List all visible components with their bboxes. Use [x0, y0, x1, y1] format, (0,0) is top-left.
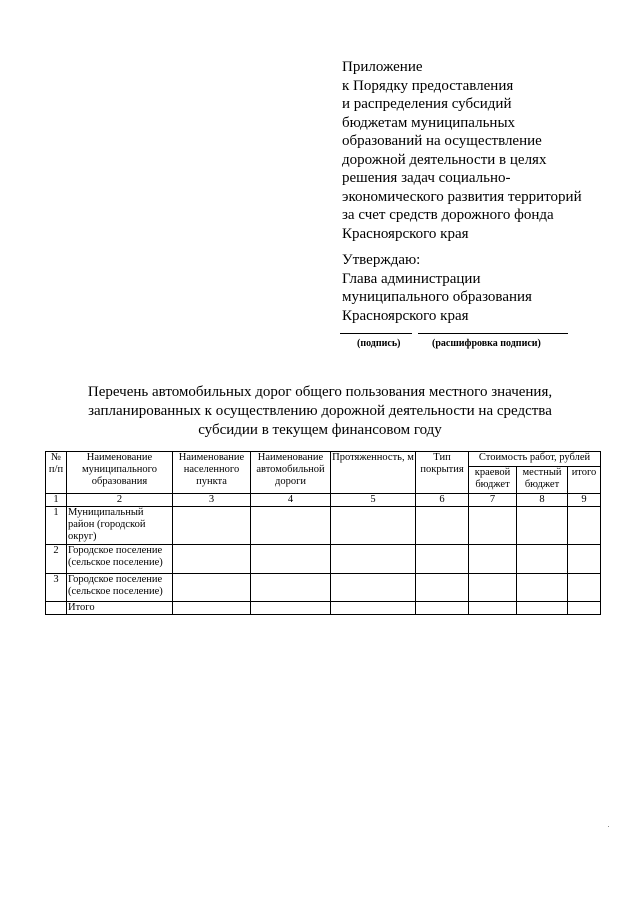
header-total: итого — [568, 467, 601, 494]
row-number — [46, 602, 67, 615]
table-cell — [469, 545, 517, 574]
row-name: Муниципальный район (городской округ) — [67, 507, 173, 545]
table-row — [46, 574, 601, 602]
table-cell — [568, 602, 601, 615]
table-cell — [173, 602, 251, 615]
table-cell — [568, 574, 601, 602]
table-cell — [331, 574, 416, 602]
table-cell — [416, 574, 469, 602]
table-cell — [251, 574, 331, 602]
row-number: 1 — [46, 507, 67, 545]
annex-line: к Порядку предоставления — [342, 77, 514, 94]
annex-line: Красноярского края — [342, 225, 469, 242]
table-cell — [173, 574, 251, 602]
table-cell — [251, 602, 331, 615]
header-cost-group: Стоимость работ, рублей — [469, 452, 601, 467]
table-cell — [331, 507, 416, 545]
column-number: 2 — [67, 494, 173, 507]
document-title — [60, 383, 580, 440]
table-cell — [416, 545, 469, 574]
title-line: субсидии в текущем финансовом году — [198, 422, 442, 438]
column-number: 6 — [416, 494, 469, 507]
table-row — [46, 545, 601, 574]
header-regional: краевой бюджет — [469, 467, 517, 494]
approval-block — [342, 251, 612, 325]
row-name: Итого — [67, 602, 173, 615]
table-cell — [331, 602, 416, 615]
header-municipality: Наименование муниципального образования — [67, 452, 173, 494]
annex-block — [342, 58, 612, 243]
table-cell — [568, 545, 601, 574]
table-cell — [517, 574, 568, 602]
table-cell — [517, 507, 568, 545]
column-number: 8 — [517, 494, 568, 507]
column-number: 5 — [331, 494, 416, 507]
column-number: 3 — [173, 494, 251, 507]
table-cell — [469, 574, 517, 602]
annex-line: решения задач социально- — [342, 170, 511, 186]
table-row-total — [46, 602, 601, 615]
table-cell — [331, 545, 416, 574]
annex-line: дорожной деятельности в целях — [342, 151, 547, 168]
scan-speck — [608, 826, 609, 827]
table-cell — [517, 602, 568, 615]
decryption-line — [418, 333, 568, 334]
row-name: Городское поселение (сельское поселение) — [67, 574, 173, 602]
table-row — [46, 507, 601, 545]
signature-caption: (подпись) — [357, 338, 401, 349]
table-cell — [173, 545, 251, 574]
table-cell — [251, 507, 331, 545]
row-name: Городское поселение (сельское поселение) — [67, 545, 173, 574]
annex-line: образований на осуществление — [342, 133, 542, 149]
decryption-caption: (расшифровка подписи) — [432, 338, 541, 349]
annex-line: экономического развития территорий — [342, 188, 582, 205]
table-cell — [173, 507, 251, 545]
row-number: 3 — [46, 574, 67, 602]
approval-line: Утверждаю: — [342, 252, 421, 268]
header-road: Наименование автомобильной дороги — [251, 452, 331, 494]
approval-line: Глава администрации — [342, 270, 481, 287]
annex-line: бюджетам муниципальных — [342, 114, 516, 131]
signature-line — [340, 333, 412, 334]
header-surface: Тип покрытия — [416, 452, 469, 494]
row-number: 2 — [46, 545, 67, 574]
header-settlement: Наименование населенного пункта — [173, 452, 251, 494]
approval-line: муниципального образования — [342, 289, 532, 305]
column-number: 9 — [568, 494, 601, 507]
table-cell — [416, 602, 469, 615]
header-local: местный бюджет — [517, 467, 568, 494]
title-line: запланированных к осуществлению дорожной деятельности на средства — [88, 403, 552, 419]
annex-line: Приложение — [342, 59, 423, 75]
roads-table — [45, 451, 601, 615]
table-cell — [517, 545, 568, 574]
approval-line: Красноярского края — [342, 307, 469, 324]
table-cell — [469, 602, 517, 615]
header-num: № п/п — [46, 452, 67, 494]
annex-line: и распределения субсидий — [342, 96, 512, 112]
header-length: Протяженность, м — [331, 452, 416, 494]
table-cell — [416, 507, 469, 545]
table-cell — [251, 545, 331, 574]
annex-line: за счет средств дорожного фонда — [342, 207, 554, 223]
table-cell — [469, 507, 517, 545]
column-number: 4 — [251, 494, 331, 507]
column-number: 1 — [46, 494, 67, 507]
column-number: 7 — [469, 494, 517, 507]
title-line: Перечень автомобильных дорог общего пользования местного значения, — [87, 384, 553, 400]
table-cell — [568, 507, 601, 545]
